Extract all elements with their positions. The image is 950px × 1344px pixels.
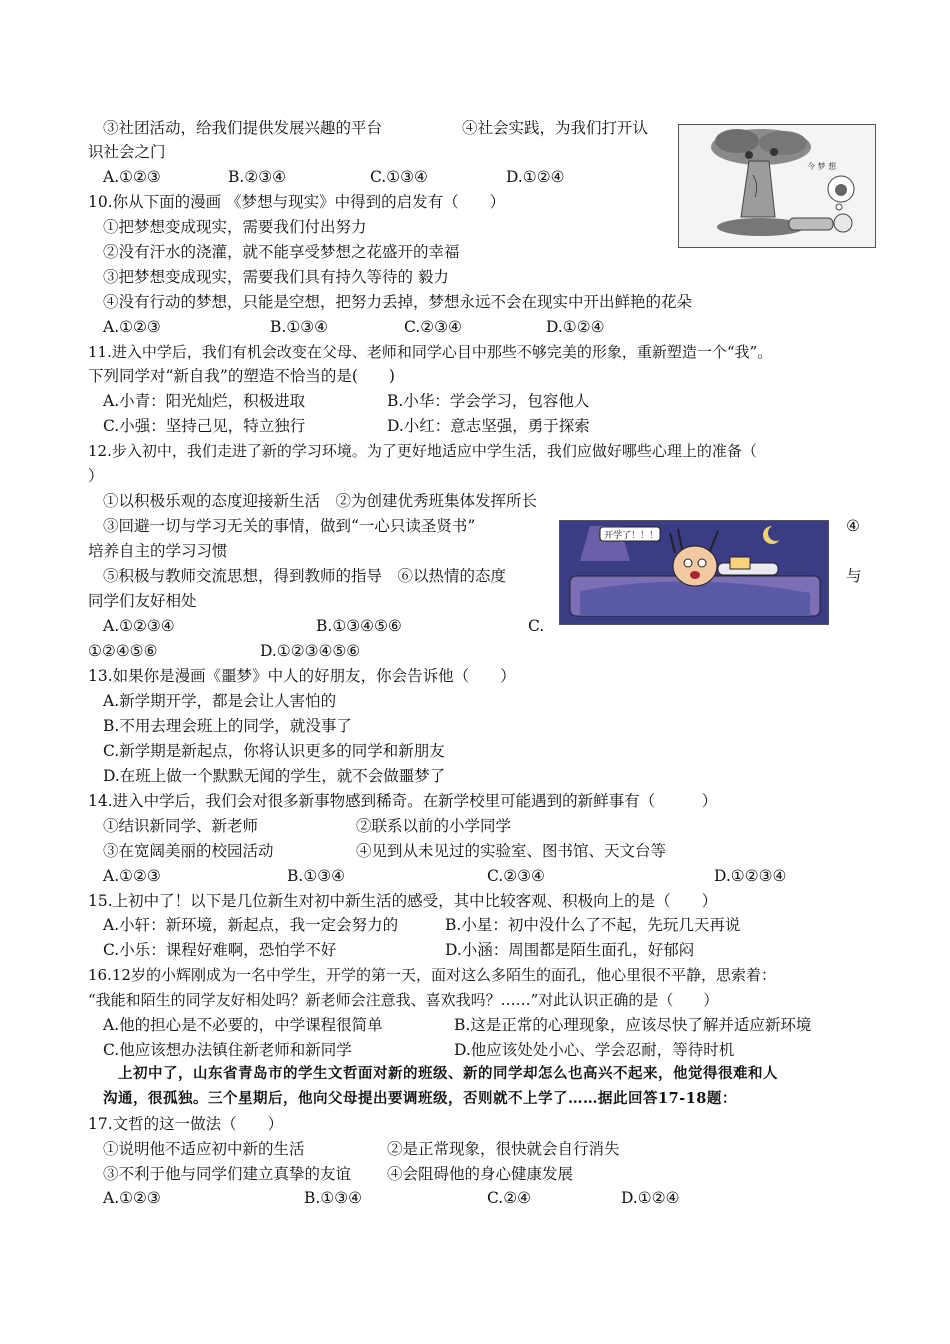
q10-item-3: ③把梦想变成现实，需要我们具有持久等待的 毅力: [103, 268, 449, 286]
q9-option-c: C.①③④: [370, 168, 428, 186]
q9-option-b: B.②③④: [228, 168, 287, 186]
tree-sleeper-illustration: [679, 125, 875, 247]
q14-item-2: ②联系以前的小学同学: [356, 817, 512, 835]
q10-option-a: A.①②③: [103, 318, 161, 336]
q12-line-2-right: ④: [846, 517, 860, 535]
q16-option-a: A.他的担心是不必要的，中学课程很简单: [103, 1016, 383, 1034]
q17-item-2: ②是正常现象，很快就会自行消失: [387, 1140, 620, 1158]
reading-passage: 上初中了，山东省青岛市的学生文哲面对新的班级、新的同学却怎么也高兴不起来，他觉得很难和人: [118, 1065, 778, 1082]
q12-line-5: 同学们友好相处: [88, 592, 197, 610]
nightmare-illustration: [560, 521, 828, 624]
q15-option-c: C.小乐：课程好难啊，恐怕学不好: [103, 941, 337, 959]
q14-option-a: A.①②③: [103, 867, 161, 885]
q12-stem: 12.步入初中，我们走进了新的学习环境。为了更好地适应中学生活，我们应做好哪些心理上的准备（: [88, 442, 757, 460]
q14-item-4: ④见到从未见过的实验室、图书馆、天文台等: [356, 842, 667, 860]
q14-option-b: B.①③④: [287, 867, 346, 885]
q13-option-a: A.新学期开学，都是会让人害怕的: [103, 692, 337, 710]
q11-option-b: B.小华：学会学习，包容他人: [387, 392, 590, 410]
q17-item-1: ①说明他不适应初中新的生活: [103, 1140, 305, 1158]
q17-option-a: A.①②③: [103, 1189, 161, 1207]
q9-option-a: A.①②③: [103, 168, 161, 186]
q10-item-4: ④没有行动的梦想，只能是空想，把努力丢掉，梦想永远不会在现实中开出鲜艳的花朵: [103, 293, 693, 311]
q14-item-1: ①结识新同学、新老师: [103, 817, 259, 835]
q17-item-3: ③不利于他与同学们建立真挚的友谊: [103, 1165, 352, 1183]
q15-option-d: D.小涵：周围都是陌生面孔，好郁闷: [445, 941, 695, 959]
q11-stem-cont: 下列同学对“新自我”的塑造不恰当的是( ): [88, 367, 395, 385]
q12-option-d: D.①②③④⑤⑥: [260, 642, 361, 660]
q11-option-c: C.小强：坚持己见，特立独行: [103, 417, 306, 435]
q12-line-4-right: 与: [846, 567, 862, 585]
q15-option-a: A.小轩：新环境，新起点，我一定会努力的: [103, 916, 399, 934]
q16-option-c: C.他应该想办法镇住新老师和新同学: [103, 1041, 352, 1059]
q12-line-2: ③回避一切与学习无关的事情，做到“一心只读圣贤书”: [103, 517, 476, 535]
nightmare-cartoon: [559, 520, 829, 625]
q9-item-4-cont: 识社会之门: [88, 143, 166, 161]
q11-stem: 11.进入中学后，我们有机会改变在父母、老师和同学心目中那些不够完美的形象，重新塑造一个“我”。: [88, 343, 773, 361]
q12-line-4: ⑤积极与教师交流思想，得到教师的指导 ⑥以热情的态度: [103, 567, 507, 585]
q9-item-3: ③社团活动，给我们提供发展兴趣的平台: [103, 119, 383, 137]
q12-line-1: ①以积极乐观的态度迎接新生活 ②为创建优秀班集体发挥所长: [103, 492, 538, 510]
q14-stem: 14.进入中学后，我们会对很多新事物感到稀奇。在新学校里可能遇到的新鲜事有（ ）: [88, 792, 718, 810]
q17-option-d: D.①②④: [621, 1189, 680, 1207]
q16-stem: 16.12岁的小辉刚成为一名中学生，开学的第一天，面对这么多陌生的面孔，他心里很不平静，思索着：: [88, 966, 776, 984]
q10-stem: 10.你从下面的漫画 《梦想与现实》中得到的启发有（ ）: [88, 193, 506, 211]
q12-option-c: ①②④⑤⑥: [88, 642, 158, 660]
q13-option-b: B.不用去理会班上的同学，就没事了: [103, 717, 352, 735]
q9-item-4: ④社会实践，为我们打开认: [462, 119, 649, 137]
reading-passage-cont: 沟通，很孤独。三个星期后，他向父母提出要调班级，否则就不上学了……据此回答17-18题：: [103, 1090, 737, 1107]
q10-option-b: B.①③④: [270, 318, 329, 336]
q17-stem: 17.文哲的这一做法（ ）: [88, 1115, 284, 1133]
q15-option-b: B.小星：初中没什么了不起，先玩几天再说: [445, 916, 741, 934]
q11-option-a: A.小青：阳光灿烂，积极进取: [103, 392, 306, 410]
q14-item-3: ③在宽阔美丽的校园活动: [103, 842, 274, 860]
q17-option-b: B.①③④: [304, 1189, 363, 1207]
q12-stem-cont: ）: [88, 467, 104, 485]
q16-option-b: B.这是正常的心理现象，应该尽快了解并适应新环境: [454, 1016, 812, 1034]
q10-option-c: C.②③④: [404, 318, 462, 336]
q13-option-d: D.在班上做一个默默无闻的学生，就不会做噩梦了: [103, 767, 446, 785]
q15-stem: 15.上初中了！以下是几位新生对初中新生活的感受，其中比较客观、积极向上的是（ ）: [88, 892, 718, 910]
q11-option-d: D.小红：意志坚强，勇于探索: [387, 417, 590, 435]
q13-option-c: C.新学期是新起点，你将认识更多的同学和新朋友: [103, 742, 445, 760]
q9-option-d: D.①②④: [506, 168, 565, 186]
nightmare-caption: 开学了！！！: [604, 531, 659, 541]
q16-option-d: D.他应该处处小心、学会忍耐，等待时机: [454, 1041, 735, 1059]
q13-stem: 13.如果你是漫画《噩梦》中人的好朋友，你会告诉他（ ）: [88, 667, 516, 685]
q14-option-c: C.②③④: [487, 867, 545, 885]
q16-stem-cont: “我能和陌生的同学友好相处吗？新老师会注意我、喜欢我吗？……”对此认识正确的是（ ）: [88, 991, 719, 1009]
q17-item-4: ④会阻碍他的身心健康发展: [387, 1165, 574, 1183]
q14-option-d: D.①②③④: [714, 867, 787, 885]
cartoon-caption: 今 梦 想: [807, 162, 837, 171]
q10-item-1: ①把梦想变成现实，需要我们付出努力: [103, 218, 367, 236]
q10-option-d: D.①②④: [546, 318, 605, 336]
q12-option-b: B.①③④⑤⑥: [316, 617, 402, 635]
q17-option-c: C.②④: [487, 1189, 532, 1207]
dream-reality-cartoon: [678, 124, 876, 248]
q12-option-c-label: C.: [528, 617, 545, 635]
q12-option-a: A.①②③④: [103, 617, 175, 635]
q12-line-3: 培养自主的学习习惯: [88, 542, 228, 560]
q10-item-2: ②没有汗水的浇灌，就不能享受梦想之花盛开的幸福: [103, 243, 460, 261]
